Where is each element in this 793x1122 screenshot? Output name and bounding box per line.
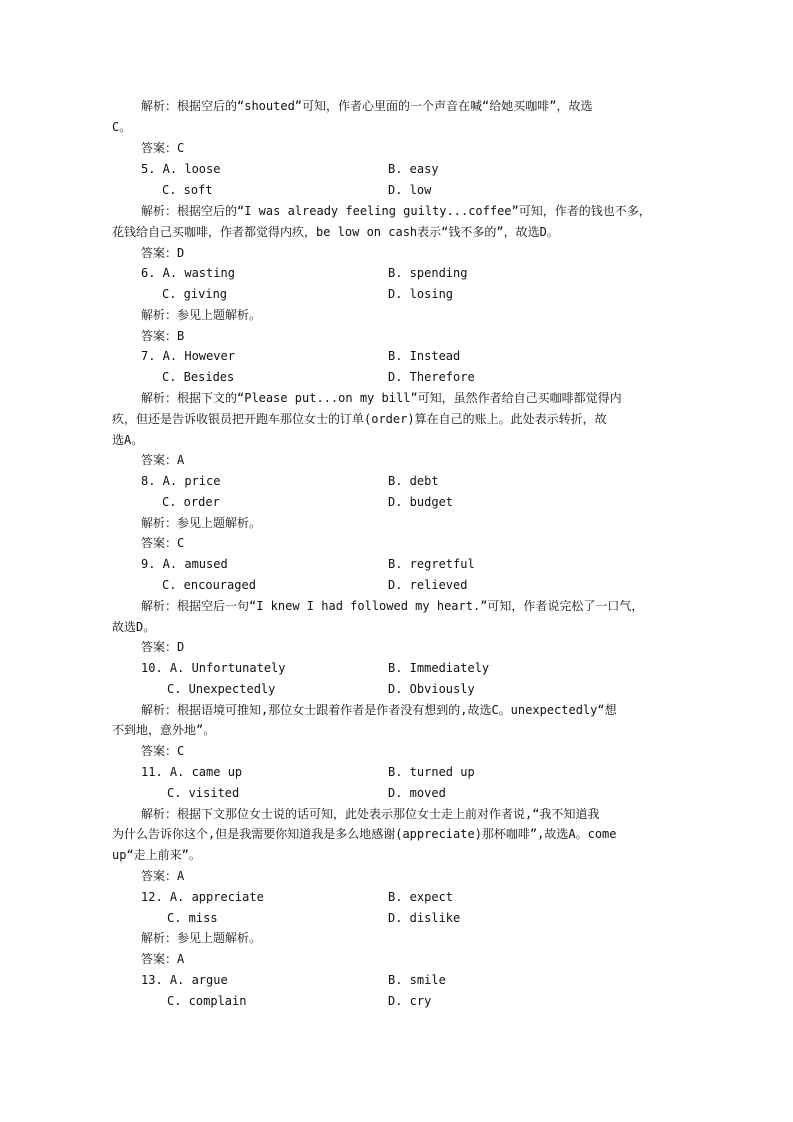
q6-analysis: 解析：参见上题解析。	[141, 308, 262, 322]
q13-option-b: B. smile	[388, 973, 446, 987]
q9-option-d: D. relieved	[388, 578, 468, 592]
q9-option-b: B. regretful	[388, 557, 475, 571]
q5-option-b: B. easy	[388, 162, 439, 176]
q7-analysis-cont: 疚，但还是告诉收银员把开跑车那位女士的订单(order)算在自己的账上。此处表示转折，故	[112, 412, 607, 426]
q8-option-d: D. budget	[388, 495, 454, 509]
q13-option-c: C. complain	[167, 994, 247, 1008]
q8-answer: 答案：C	[141, 536, 185, 550]
q8-option-c: C. order	[162, 495, 220, 509]
q11-analysis: 解析：根据下文那位女士说的话可知，此处表示那位女士走上前对作者说,“我不知道我	[141, 807, 600, 821]
q12-option-b: B. expect	[388, 890, 454, 904]
q9-option-a: 9. A. amused	[141, 557, 228, 571]
q12-answer: 答案：A	[141, 952, 185, 966]
q5-analysis-cont: 花钱给自己买咖啡，作者都觉得内疚，be low on cash表示“钱不多的”，故选D。	[112, 225, 559, 239]
q10-option-a: 10. A. Unfortunately	[141, 661, 286, 675]
q12-analysis: 解析：参见上题解析。	[141, 931, 262, 945]
q7-option-c: C. Besides	[162, 370, 235, 384]
q10-analysis-cont: 不到地，意外地”。	[112, 723, 216, 737]
q12-option-c: C. miss	[167, 911, 218, 925]
q9-option-c: C. encouraged	[162, 578, 256, 592]
q11-analysis-cont2: up“走上前来”。	[112, 848, 201, 862]
q6-option-b: B. spending	[388, 266, 468, 280]
q10-option-c: C. Unexpectedly	[167, 682, 276, 696]
q10-analysis: 解析：根据语境可推知,那位女士跟着作者是作者没有想到的,故选C。unexpectedly“想	[141, 703, 617, 717]
q5-option-d: D. low	[388, 183, 432, 197]
q6-answer: 答案：B	[141, 329, 185, 343]
q6-option-a: 6. A. wasting	[141, 266, 235, 280]
q8-option-b: B. debt	[388, 474, 439, 488]
q11-analysis-cont: 为什么告诉你这个,但是我需要你知道我是多么地感谢(appreciate)那杯咖啡”,故选A。come	[112, 827, 617, 841]
q7-option-b: B. Instead	[388, 349, 461, 363]
q6-option-c: C. giving	[162, 287, 228, 301]
q5-option-c: C. soft	[162, 183, 213, 197]
q11-option-a: 11. A. came up	[141, 765, 243, 779]
q7-answer: 答案：A	[141, 453, 185, 467]
q9-answer: 答案：D	[141, 640, 185, 654]
q7-analysis: 解析：根据下文的“Please put...on my bill”可知，虽然作者给自己买咖啡都觉得内	[141, 391, 622, 405]
q5-answer: 答案：D	[141, 246, 185, 260]
q9-analysis: 解析：根据空后一句“I knew I had followed my heart.”可知，作者说完松了一口气，	[141, 599, 644, 613]
q7-option-d: D. Therefore	[388, 370, 475, 384]
q4-answer: 答案：C	[141, 141, 185, 155]
q11-option-c: C. visited	[167, 786, 240, 800]
q13-option-d: D. cry	[388, 994, 432, 1008]
q11-option-d: D. moved	[388, 786, 446, 800]
q7-analysis-cont2: 选A。	[112, 433, 144, 447]
q13-option-a: 13. A. argue	[141, 973, 228, 987]
q10-option-d: D. Obviously	[388, 682, 475, 696]
q8-option-a: 8. A. price	[141, 474, 221, 488]
q8-analysis: 解析：参见上题解析。	[141, 516, 262, 530]
q11-option-b: B. turned up	[388, 765, 475, 779]
q7-option-a: 7. A. However	[141, 349, 235, 363]
q12-option-d: D. dislike	[388, 911, 461, 925]
q9-analysis-cont: 故选D。	[112, 620, 156, 634]
q11-answer: 答案：A	[141, 869, 185, 883]
q6-option-d: D. losing	[388, 287, 454, 301]
q10-option-b: B. Immediately	[388, 661, 490, 675]
q4-analysis: 解析：根据空后的“shouted”可知，作者心里面的一个声音在喊“给她买咖啡”，故选	[141, 99, 593, 113]
q10-answer: 答案：C	[141, 744, 185, 758]
q5-analysis: 解析：根据空后的“I was already feeling guilty...coffee”可知，作者的钱也不多，	[141, 204, 651, 218]
q12-option-a: 12. A. appreciate	[141, 890, 264, 904]
q4-analysis-cont: C。	[112, 120, 132, 134]
q5-option-a: 5. A. loose	[141, 162, 221, 176]
